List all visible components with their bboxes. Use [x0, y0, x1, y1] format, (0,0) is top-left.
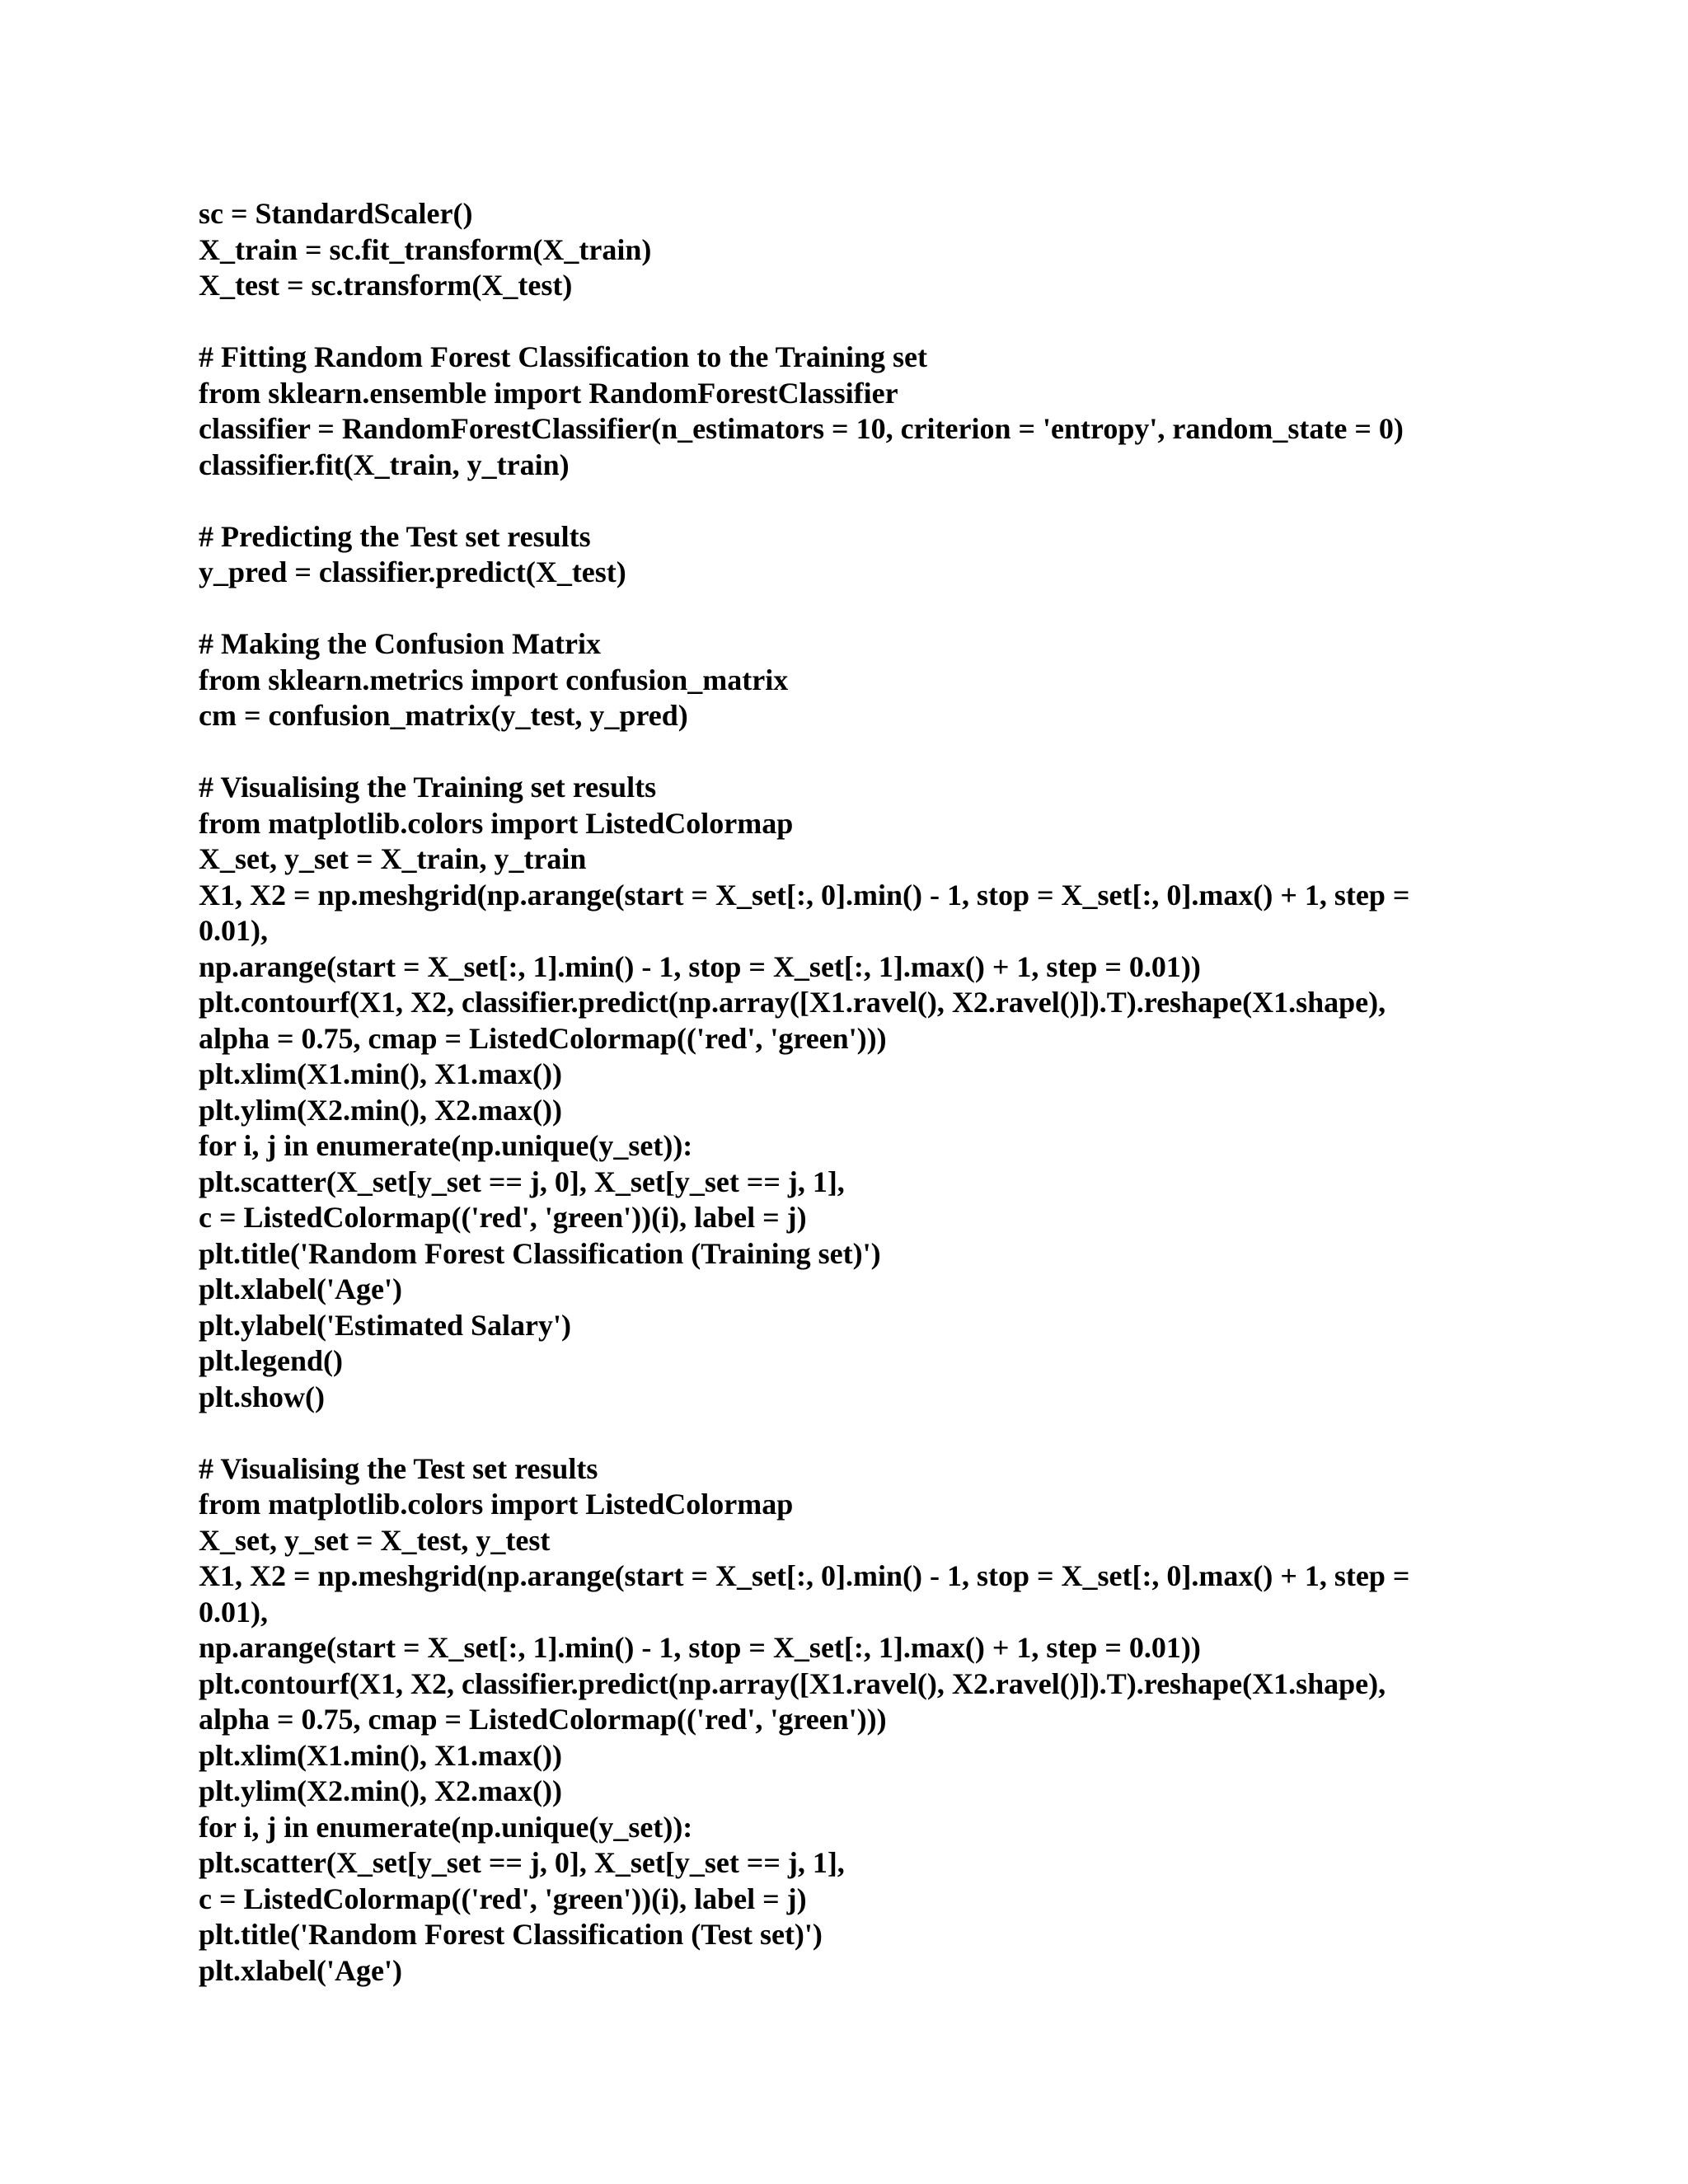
- code-line: plt.contourf(X1, X2, classifier.predict(np.array([X1.ravel(), X2.ravel()]).T).reshape(X1.shape),: [199, 1666, 1386, 1700]
- code-comment-line: # Visualising the Training set results: [199, 771, 657, 804]
- code-line: plt.xlim(X1.min(), X1.max()): [199, 1057, 562, 1090]
- code-line: X_set, y_set = X_test, y_test: [199, 1523, 551, 1557]
- code-line: cm = confusion_matrix(y_test, y_pred): [199, 699, 688, 732]
- code-line: 0.01),: [199, 1595, 268, 1629]
- code-line: np.arange(start = X_set[:, 1].min() - 1, stop = X_set[:, 1].max() + 1, step = 0.01)): [199, 1631, 1201, 1664]
- code-line: for i, j in enumerate(np.unique(y_set)):: [199, 1810, 693, 1844]
- code-line: plt.ylim(X2.min(), X2.max()): [199, 1093, 562, 1127]
- code-text-block: [199, 196, 1484, 1989]
- code-line: c = ListedColormap(('red', 'green'))(i), label = j): [199, 1882, 807, 1915]
- code-comment-line: # Visualising the Test set results: [199, 1451, 598, 1485]
- code-line: plt.title('Random Forest Classification (Test set)'): [199, 1918, 823, 1951]
- code-line: for i, j in enumerate(np.unique(y_set)):: [199, 1129, 693, 1162]
- code-line: plt.scatter(X_set[y_set == j, 0], X_set[y_set == j, 1],: [199, 1846, 845, 1879]
- code-line: plt.xlabel('Age'): [199, 1272, 402, 1305]
- code-line: sc = StandardScaler(): [199, 197, 473, 230]
- code-line: alpha = 0.75, cmap = ListedColormap(('red', 'green'))): [199, 1021, 887, 1055]
- blank-line: [199, 591, 1484, 627]
- code-line: classifier = RandomForestClassifier(n_estimators = 10, criterion = 'entropy', random_state = 0): [199, 412, 1404, 445]
- code-line: X1, X2 = np.meshgrid(np.arange(start = X_set[:, 0].min() - 1, stop = X_set[:, 0].max() + 1, step =: [199, 1559, 1410, 1592]
- code-line: X_set, y_set = X_train, y_train: [199, 842, 587, 875]
- code-comment-line: # Making the Confusion Matrix: [199, 627, 602, 660]
- blank-line: [199, 483, 1484, 519]
- code-line: plt.legend(): [199, 1344, 343, 1377]
- code-line: np.arange(start = X_set[:, 1].min() - 1, stop = X_set[:, 1].max() + 1, step = 0.01)): [199, 949, 1201, 983]
- code-line: y_pred = classifier.predict(X_test): [199, 555, 626, 588]
- code-comment-line: # Fitting Random Forest Classification to the Training set: [199, 340, 927, 373]
- code-line: plt.ylabel('Estimated Salary'): [199, 1308, 571, 1342]
- blank-line: [199, 304, 1484, 340]
- code-line: c = ListedColormap(('red', 'green'))(i), label = j): [199, 1201, 807, 1234]
- code-line: plt.title('Random Forest Classification (Training set)'): [199, 1236, 881, 1270]
- code-line: X_train = sc.fit_transform(X_train): [199, 232, 652, 266]
- code-line: plt.xlabel('Age'): [199, 1953, 402, 1987]
- code-line: alpha = 0.75, cmap = ListedColormap(('red', 'green'))): [199, 1703, 887, 1736]
- code-line: 0.01),: [199, 914, 268, 947]
- code-line: plt.scatter(X_set[y_set == j, 0], X_set[y_set == j, 1],: [199, 1165, 845, 1198]
- code-comment-line: # Predicting the Test set results: [199, 519, 591, 553]
- code-line: from sklearn.metrics import confusion_matrix: [199, 663, 789, 696]
- code-line: plt.contourf(X1, X2, classifier.predict(np.array([X1.ravel(), X2.ravel()]).T).reshape(X1.shape),: [199, 986, 1386, 1019]
- code-line: classifier.fit(X_train, y_train): [199, 448, 570, 481]
- code-line: X1, X2 = np.meshgrid(np.arange(start = X_set[:, 0].min() - 1, stop = X_set[:, 0].max() + 1, step =: [199, 878, 1410, 912]
- code-line: plt.show(): [199, 1380, 326, 1413]
- code-line: from matplotlib.colors import ListedColormap: [199, 1488, 794, 1521]
- code-line: X_test = sc.transform(X_test): [199, 269, 573, 302]
- code-line: from matplotlib.colors import ListedColormap: [199, 806, 794, 840]
- blank-line: [199, 734, 1484, 771]
- code-line: plt.xlim(X1.min(), X1.max()): [199, 1738, 562, 1772]
- code-line: from sklearn.ensemble import RandomForestClassifier: [199, 376, 898, 410]
- blank-line: [199, 1415, 1484, 1451]
- code-line: plt.ylim(X2.min(), X2.max()): [199, 1774, 562, 1807]
